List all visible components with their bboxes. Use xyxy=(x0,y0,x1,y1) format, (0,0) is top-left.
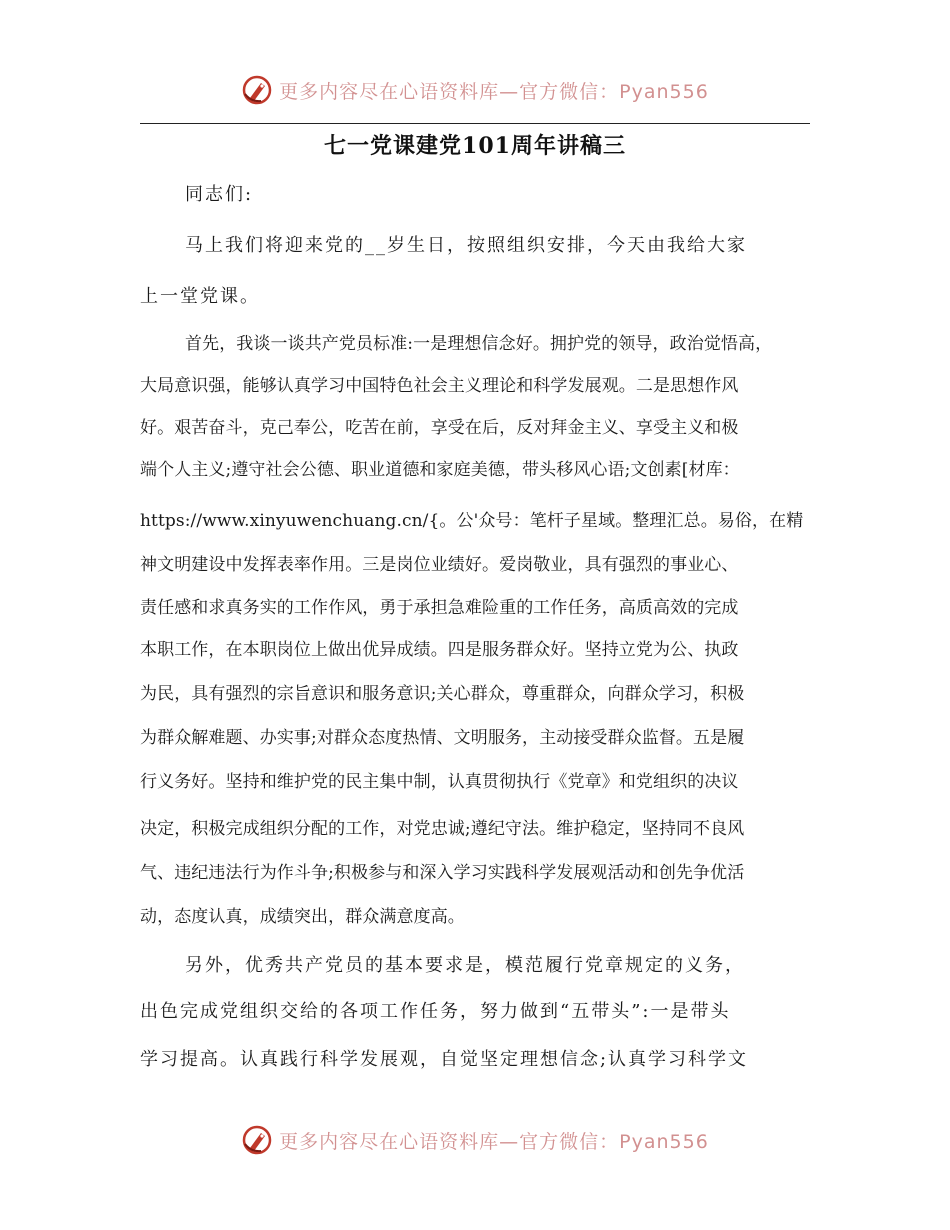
text-line: 行义务好。坚持和维护党的民主集中制，认真贯彻执行《党章》和党组织的决议 xyxy=(140,772,739,792)
text-line: 大局意识强，能够认真学习中国特色社会主义理论和科学发展观。二是思想作风 xyxy=(140,376,739,396)
watermark-footer xyxy=(0,1120,950,1160)
text-line: 神文明建设中发挥表率作用。三是岗位业绩好。爱岗敬业，具有强烈的事业心、 xyxy=(140,555,739,575)
text-line: 另外，优秀共产党员的基本要求是，模范履行党章规定的义务， xyxy=(185,955,745,976)
watermark-text: 更多内容尽在心语资料库—官方微信：Pyan556 xyxy=(279,1130,709,1153)
text-line: 端个人主义;遵守社会公德、职业道德和家庭美德，带头移风心语;文创素[材库： xyxy=(140,460,740,480)
text-line: 责任感和求真务实的工作作风，勇于承担急难险重的工作任务，高质高效的完成 xyxy=(140,598,739,618)
text-line: 出色完成党组织交给的各项工作任务，努力做到“五带头”:一是带头 xyxy=(140,1001,731,1022)
text-line: 马上我们将迎来党的__岁生日，按照组织安排，今天由我给大家 xyxy=(185,235,747,256)
text-line: 气、违纪违法行为作斗争;积极参与和深入学习实践科学发展观活动和创先争优活 xyxy=(140,863,745,883)
text-line: 学习提高。认真践行科学发展观，自觉坚定理想信念;认真学习科学文 xyxy=(140,1049,749,1070)
text-line: https://www.xinyuwenchuang.cn/{。公'众号：笔杆子星域。整理汇总。易俗，在精 xyxy=(140,511,804,531)
pen-nib-icon xyxy=(241,74,273,106)
pen-nib-icon xyxy=(241,1124,273,1156)
text-line: 上一堂党课。 xyxy=(140,286,260,307)
text-line: 为民，具有强烈的宗旨意识和服务意识;关心群众，尊重群众，向群众学习，积极 xyxy=(140,684,745,704)
watermark-text: 更多内容尽在心语资料库—官方微信：Pyan556 xyxy=(279,80,709,103)
text-line: 决定，积极完成组织分配的工作，对党忠诚;遵纪守法。维护稳定，坚持同不良风 xyxy=(140,819,745,839)
text-line: 首先，我谈一谈共产党员标准:一是理想信念好。拥护党的领导，政治觉悟高， xyxy=(185,334,773,354)
text-line: 动，态度认真，成绩突出，群众满意度高。 xyxy=(140,907,465,927)
text-line: 同志们: xyxy=(185,184,254,205)
document-title: 七一党课建党101周年讲稿三 xyxy=(324,133,626,159)
text-line: 为群众解难题、办实事;对群众态度热情、文明服务，主动接受群众监督。五是履 xyxy=(140,728,745,748)
header-divider xyxy=(140,123,810,124)
watermark-header xyxy=(0,70,950,110)
text-line: 好。艰苦奋斗，克己奉公，吃苦在前，享受在后，反对拜金主义、享受主义和极 xyxy=(140,418,739,438)
text-line: 本职工作，在本职岗位上做出优异成绩。四是服务群众好。坚持立党为公、执政 xyxy=(140,640,739,660)
